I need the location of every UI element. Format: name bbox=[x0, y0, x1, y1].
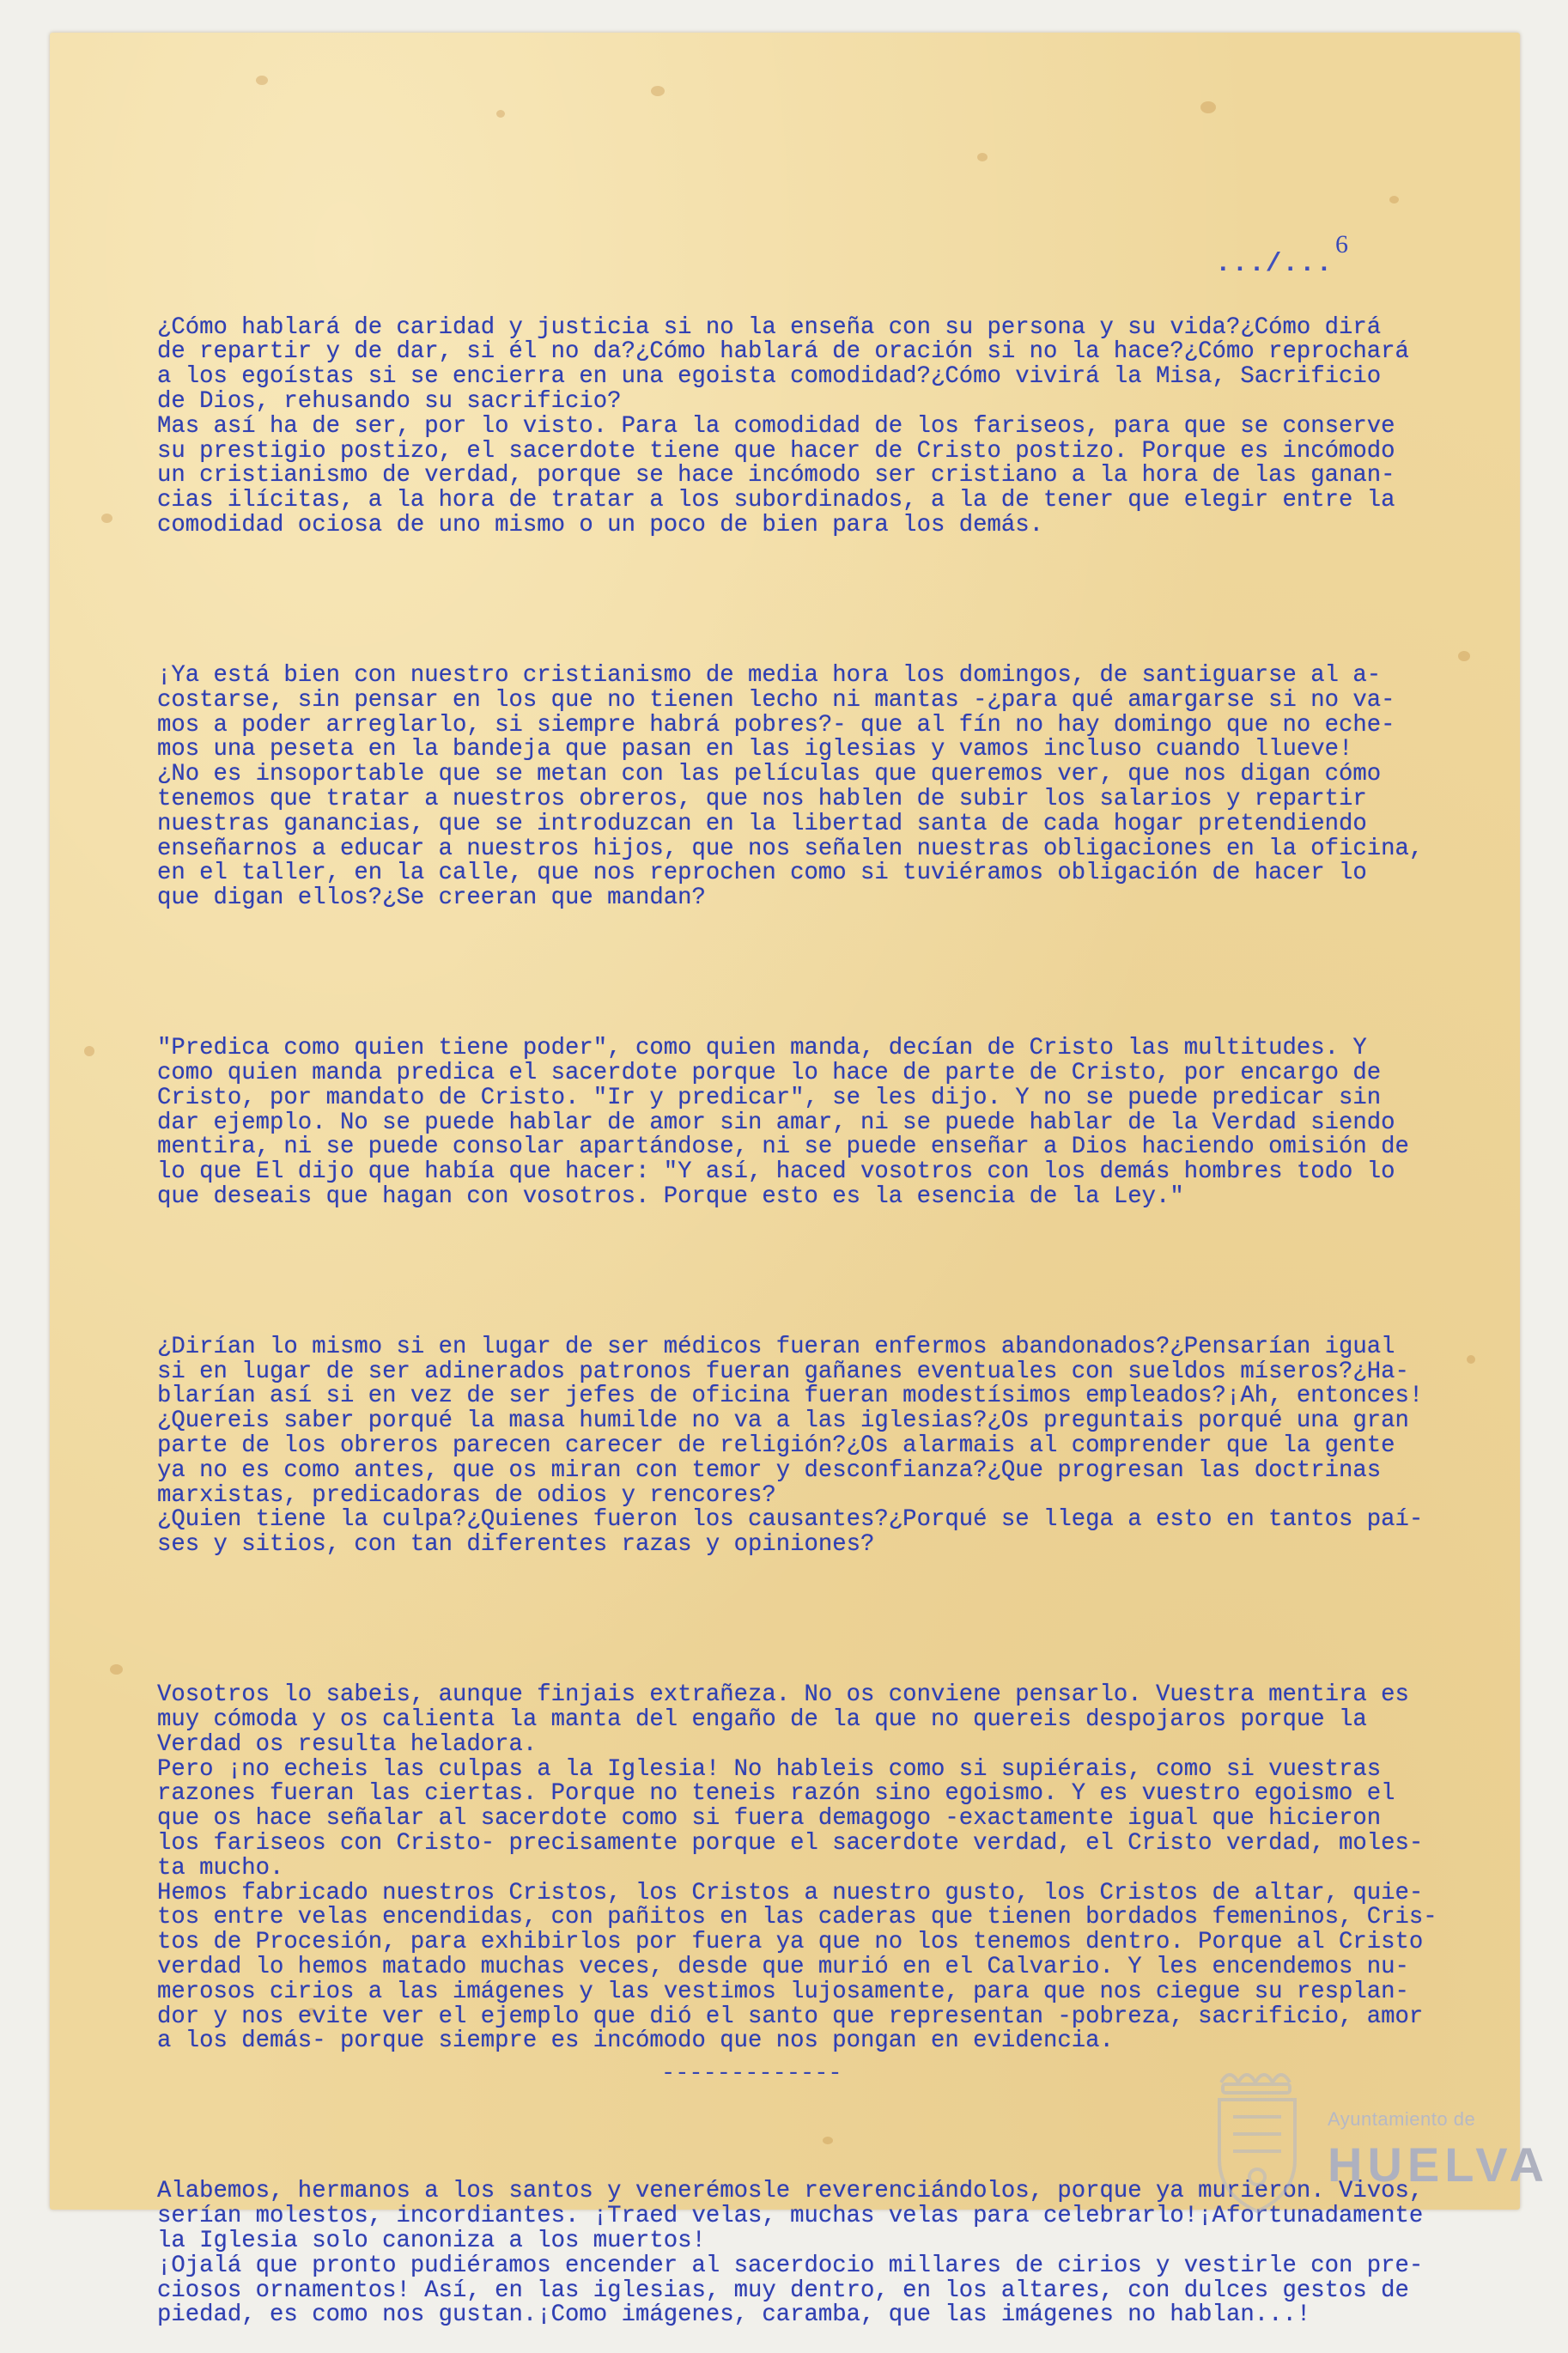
foxing-spot bbox=[1389, 196, 1399, 204]
page-number: 6 bbox=[1335, 230, 1348, 258]
watermark-city: HUELVA bbox=[1328, 2137, 1549, 2192]
continuation-mark: .../... bbox=[1215, 249, 1334, 279]
paragraph: ¡Ya está bien con nuestro cristianismo de media hora los domingos, de santiguarse al a- costarse, sin pensar en los que no tienen lecho ni mantas -¿para qué amargarse si no va- mos a poder arreglarlo, si siempre habrá pobres?- que al fín no hay domingo que no eche- mos una peseta en la bandeja que pasan en las iglesias y vamos incluso cuando llueve! ¿No es insoportable que se metan con las películas que queremos ver, que nos digan cómo tenemos que tratar a nuestros obreros, que nos hablen de subir los salarios y repartir nuestras ganancias, que se introduzcan en la libertad santa de cada hogar pretendiendo enseñarnos a educar a nuestros hijos, que nos señalen nuestras obligaciones en la oficina, en el taller, en la calle, que nos reprochen como si tuviéramos obligación de hacer lo que digan ellos?¿Se creeran que mandan? bbox=[157, 661, 1424, 912]
paragraph: Vosotros lo sabeis, aunque finjais extrañeza. No os conviene pensarlo. Vuestra mentira es muy cómoda y os calienta la manta del engaño de la que no quereis despojaros porque la Verdad os resulta heladora. Pero ¡no echeis las culpas a la Iglesia! No hableis como si supiérais, como si vuestras razones fueran las ciertas. Porque no teneis razón sino egoismo. Y es vuestro egoismo el que os hace señalar al sacerdote como si fuera demagogo -exactamente igual que hicieron los fariseos con Cristo- precisamente porque el sacerdote verdad, el Cristo verdad, moles- ta mucho. Hemos fabricado nuestros Cristos, los Cristos a nuestro gusto, los Cristos de altar, quie- tos entre velas encendidas, con pañitos en las caderas que tienen bordados femeninos, Cris- tos de Procesión, para exhibirlos por fuera ya que no los tenemos dentro. Porque al Cristo verdad lo hemos matado muchas veces, desde que murió en el Calvario. Y les encendemos nu- merosos cirios a las imágenes y las vestimos lujosamente, para que nos ciegue su resplan- dor y nos evite ver el ejemplo que dió el santo que representan -pobreza, sacrificio, amor a los demás- porque siempre es incómodo que nos pongan en evidencia. bbox=[157, 1681, 1437, 2055]
foxing-spot bbox=[101, 514, 112, 523]
foxing-spot bbox=[977, 153, 988, 161]
foxing-spot bbox=[1458, 651, 1470, 661]
paragraph: Alabemos, hermanos a los santos y venerémosle reverenciándolos, porque ya murieron. Vivos, serían molestos, incordiantes. ¡Traed velas, muchas velas para celebrarlo!¡Afortunadamente la Iglesia solo canoniza a los muertos! ¡Ojalá que pronto pudiéramos encender al sacerdocio millares de cirios y vestirle con pre- ciosos ornamentos! Así, en las iglesias, muy dentro, en los altares, con dulces gestos de piedad, es como nos gustan.¡Como imágenes, caramba, que las imágenes no hablan...! bbox=[157, 2178, 1424, 2329]
foxing-spot bbox=[1200, 101, 1216, 113]
paragraph: "Predica como quien tiene poder", como quien manda, decían de Cristo las multitudes. Y como quien manda predica el sacerdote porque lo hace de parte de Cristo, por encargo de Cristo, por mandato de Cristo. "Ir y predicar", se les dijo. Y no se puede predicar sin dar ejemplo. No se puede hablar de amor sin amar, ni se puede hablar de la Verdad siendo mentira, ni se puede consolar apartándose, ni se puede enseñar a Dios haciendo omisión de lo que El dijo que había que hacer: "Y así, haced vosotros con los demás hombres todo lo que deseais que hagan con vosotros. Porque esto es la esencia de la Ley." bbox=[157, 1035, 1409, 1210]
paragraph: ¿Dirían lo mismo si en lugar de ser médicos fueran enfermos abandonados?¿Pensarían igual si en lugar de ser adinerados patronos fueran gañanes eventuales con sueldos míseros?¿Ha- blarían así si en vez de ser jefes de oficina fueran modestísimos empleados?¡Ah, entonces! ¿Quereis saber porqué la masa humilde no va a las iglesias?¿Os preguntais porqué una gran parte de los obreros parecen carecer de religión?¿Os alarmais al comprender que la gente ya no es como antes, que os miran con temor y desconfianza?¿Que progresan las doctrinas marxistas, predicadoras de odios y rencores? ¿Quien tiene la culpa?¿Quienes fueron los causantes?¿Porqué se llega a esto en tantos paí- ses y sitios, con tan diferentes razas y opiniones? bbox=[157, 1333, 1424, 1559]
foxing-spot bbox=[651, 86, 665, 96]
foxing-spot bbox=[84, 1046, 94, 1056]
typewritten-body bbox=[157, 266, 1437, 2353]
foxing-spot bbox=[496, 110, 505, 118]
watermark-name: Ayuntamiento de bbox=[1328, 2108, 1476, 2130]
foxing-spot bbox=[1467, 1355, 1475, 1364]
foxing-spot bbox=[110, 1664, 123, 1675]
end-rule: ------------- bbox=[661, 2061, 842, 2087]
paragraph: ¿Cómo hablará de caridad y justicia si no la enseña con su persona y su vida?¿Cómo dirá de repartir y de dar, si él no da?¿Cómo hablará de oración si no la hace?¿Cómo reprochará a los egoístas si se encierra en una egoista comodidad?¿Cómo vivirá la Misa, Sacrificio de Dios, rehusando su sacrificio? Mas así ha de ser, por lo visto. Para la comodidad de los fariseos, para que se conserve su prestigio postizo, el sacerdote tiene que hacer de Cristo postizo. Porque es incómodo un cristianismo de verdad, porque se hace incómodo ser cristiano a la hora de las ganan- cias ilícitas, a la hora de tratar a los subordinados, a la de tener que elegir entre la comodidad ociosa de uno mismo o un poco de bien para los demás. bbox=[157, 313, 1409, 538]
foxing-spot bbox=[256, 76, 268, 85]
